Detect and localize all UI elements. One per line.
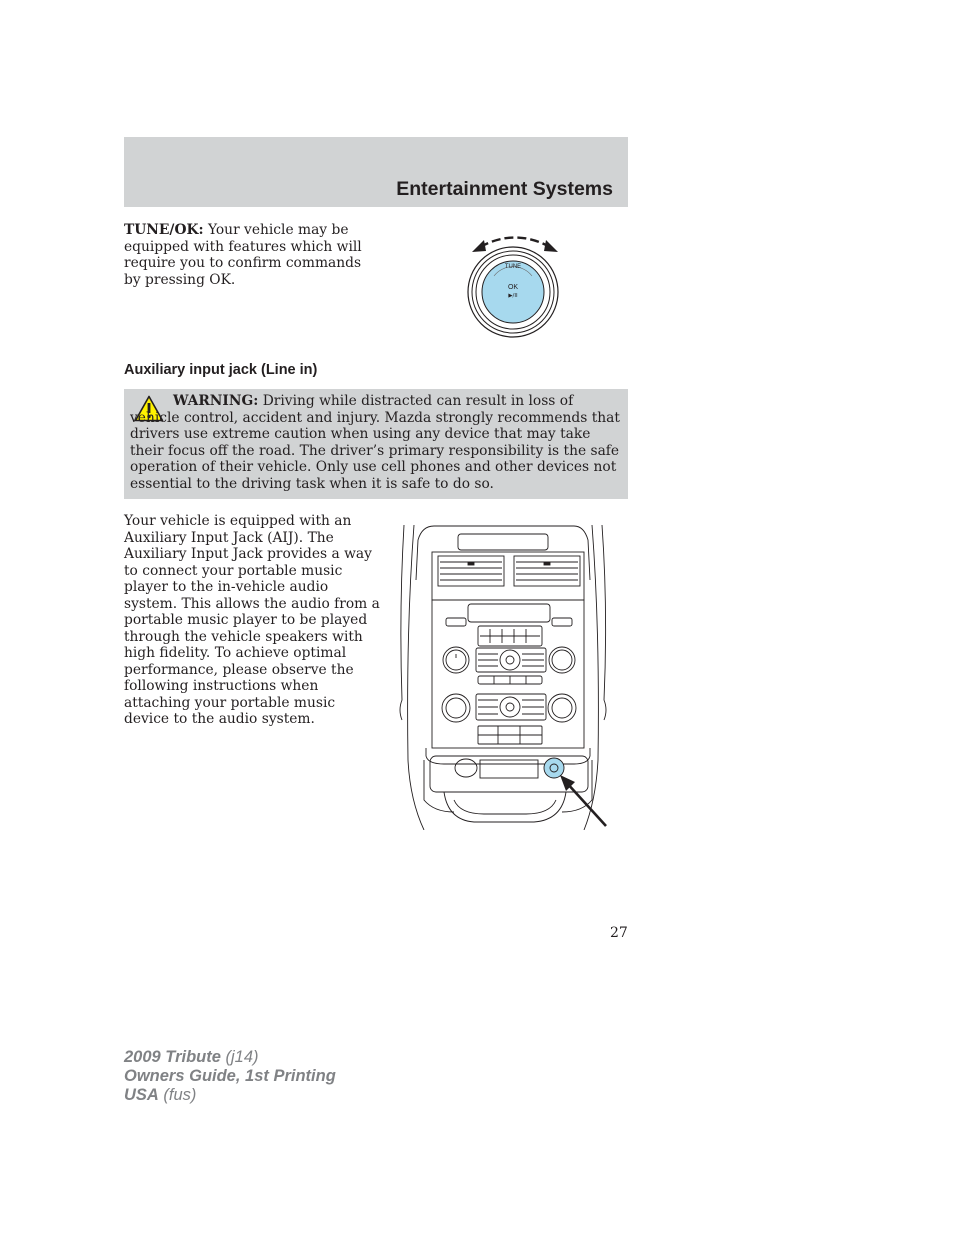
tune-ok-knob xyxy=(482,261,544,323)
footer-model-code: (j14) xyxy=(220,1048,259,1066)
tune-ok-knob-illustration xyxy=(460,226,570,338)
warning-box xyxy=(124,389,628,499)
footer-market: USA xyxy=(124,1086,159,1104)
footer-print-info xyxy=(124,1048,336,1105)
play-pause-icon: ▶/II xyxy=(508,293,518,299)
tune-ok-paragraph xyxy=(124,222,369,288)
page-number: 27 xyxy=(610,925,628,941)
section-header-band xyxy=(124,137,628,207)
warning-body: Driving while distracted can result in loss of vehicle control, accident and injury. Mazda strongly recommends that drivers use extreme caution when using any device that may take their focus off the road. The driver’s primary responsibility is the safe operation of their vehicle. Only use cell phones and other devices not essential to the driving task when it is safe to do so. xyxy=(130,393,620,492)
aux-input-jack-highlight xyxy=(544,758,564,778)
footer-market-code: (fus) xyxy=(158,1086,197,1104)
warning-label: WARNING: xyxy=(173,393,259,409)
knob-ok-label: OK xyxy=(507,284,519,291)
footer-model: 2009 Tribute xyxy=(124,1048,221,1066)
footer-edition: Owners Guide, 1st Printing xyxy=(124,1067,336,1085)
aij-paragraph: Your vehicle is equipped with an Auxiliary Input Jack (AIJ). The Auxiliary Input Jack provides a way to connect your portable music player to the in-vehicle audio system. This allows the audio from a portable music player to be played through the vehicle speakers with high fidelity. To achieve optimal performance, please observe the following instructions when attaching your portable music device to the audio system. xyxy=(124,513,380,727)
section-title: Entertainment Systems xyxy=(396,178,613,200)
warning-text xyxy=(130,393,622,492)
tune-ok-text: Your vehicle may be equipped with features which will require you to confirm commands by pressing OK. xyxy=(124,222,362,288)
aux-section-heading: Auxiliary input jack (Line in) xyxy=(124,362,318,378)
tune-ok-term: TUNE/OK: xyxy=(124,222,204,238)
pointer-arrow xyxy=(566,782,606,826)
knob-tune-label: TUNE xyxy=(504,264,522,270)
center-console-illustration xyxy=(394,520,612,830)
